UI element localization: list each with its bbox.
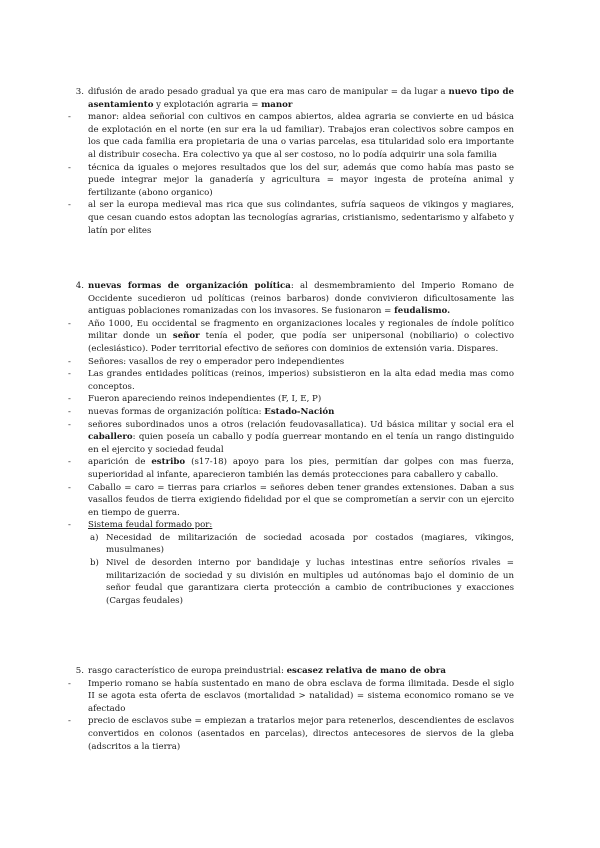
section-intro — [75, 280, 514, 318]
bullet-item — [68, 356, 514, 369]
text-run: y explotación agraria = — [153, 99, 262, 110]
text-run: Señores: vasallos de rey o emperador pero independientes — [88, 356, 345, 367]
bullet-marker: - — [68, 716, 71, 727]
bullet-item — [68, 199, 514, 237]
bullet-marker: - — [68, 318, 71, 329]
section-intro — [75, 665, 514, 678]
bold-text: Estado-Nación — [264, 406, 335, 417]
sub-item-label: b) — [90, 558, 99, 569]
text-run: nuevas formas de organización política: — [88, 406, 265, 417]
bullet-text — [88, 394, 321, 404]
bullet-item — [68, 406, 514, 419]
intro-text — [88, 281, 514, 316]
bullet-marker: - — [68, 520, 71, 531]
section-3 — [68, 86, 515, 237]
bold-text: nuevo tipo de asentamiento — [88, 87, 515, 110]
text-run: técnica da iguales o mejores resultados que los del sur, además que como había mas pasto se puede integrar mejor la ganadería y agricultura = mayor ingesta de proteína animal y fertilizante (abono organico) — [88, 162, 514, 198]
bold-text: manor — [261, 99, 293, 110]
bullet-item — [68, 318, 514, 356]
section-intro — [75, 86, 515, 111]
bullet-text — [88, 483, 514, 518]
bullet-text — [88, 357, 344, 367]
text-run: rasgo característico de europa preindustrial: — [88, 666, 287, 676]
bold-text: escasez relativa de mano de obra — [286, 666, 446, 676]
text-run: señores subordinados unos a otros (relación feudovasallatica). Ud básica militar y social era el — [88, 419, 514, 430]
bullet-item — [68, 482, 514, 520]
bullet-text — [88, 520, 212, 530]
text-run: Las grandes entidades políticas (reinos, imperios) subsistieron en la alta edad media mas como conceptos. — [88, 369, 514, 392]
bullet-marker: - — [68, 482, 71, 493]
bullet-text — [88, 457, 514, 480]
bullet-text — [88, 112, 514, 160]
section-4 — [68, 280, 514, 607]
sub-item-label: a) — [90, 532, 99, 543]
bullet-marker: - — [68, 369, 71, 380]
bullet-item — [68, 715, 514, 753]
bold-text: caballero — [88, 432, 133, 443]
bold-text: señor — [172, 331, 200, 342]
bullet-text — [88, 679, 514, 714]
bullet-item — [68, 111, 514, 161]
text-run: Caballo = caro = tierras para criarlos = señores deben tener grandes extensiones. Daban a sus vasallos feudos de tierra exigiendo fidelidad por el que se comprometían a servir con un ejercito en tiempo de guerra. — [88, 482, 514, 518]
bullet-text — [88, 163, 514, 198]
text-run: Año 1000, Eu occidental se fragmento en organizaciones locales y regionales de índole político militar donde un — [88, 318, 514, 342]
bullet-item — [68, 419, 514, 457]
text-run: (s17-18) apoyo para los pies, permitían dar golpes con mas fuerza, superioridad al infante, aparecieron también las demás protecciones para caballero y caballo. — [88, 457, 514, 480]
bullet-text — [88, 716, 514, 751]
section-number: 4. — [75, 281, 84, 291]
bullet-list — [68, 111, 514, 237]
text-run: al ser la europa medieval mas rica que sus colindantes, sufría saqueos de vikingos y magiares, que cesan cuando estos adoptan las tecnologías agrarias, cristianismo, sedentarismo y alfabeto y latín por elites — [88, 200, 514, 236]
bullet-marker: - — [68, 394, 71, 405]
bold-text: feudalismo. — [394, 306, 451, 317]
underlined-text: Sistema feudal formado por: — [88, 520, 213, 531]
bullet-text — [88, 420, 514, 455]
text-run: Imperio romano se había sustentado en mano de obra esclava de forma ilimitada. Desde el siglo II se agota esta oferta de esclavos (mortalidad > natalidad) = sistema economico romano se ve afectado — [88, 678, 514, 714]
text-run: manor: aldea señorial con cultivos en campos abiertos, aldea agraria se convierte en ud básica de explotación en el norte (en sur era la ud familiar). Trabajos eran colectivos sobre campos en los que cada familia era propietaria de una o varias parcelas, esa titularidad solo era importante al distribuir cosecha. Era colectivo ya que al ser costoso, no lo podía adquirir una sola familia — [88, 112, 514, 160]
bullet-item — [68, 456, 514, 481]
bullet-text — [88, 407, 334, 417]
intro-text — [88, 666, 446, 676]
bullet-text — [88, 319, 514, 354]
bold-text: nuevas formas de organización política — [88, 281, 291, 291]
text-run: precio de esclavos sube = empiezan a tratarlos mejor para retenerlos, descendientes de esclavos convertidos en colonos (asentados en parcelas), directos antecesores de siervos de la gleba (adscritos a la tierra) — [88, 716, 514, 752]
section-number: 3. — [75, 87, 84, 97]
bullet-item — [68, 678, 514, 716]
text-run: tenía el poder, que podía ser unipersonal (nobiliario) o colectivo (eclesiástico). Poder territorial efectivo de señores con dominios de extensión varia. Dispares. — [88, 331, 514, 354]
bullet-marker: - — [68, 162, 71, 173]
bullet-list — [68, 318, 514, 532]
bullet-item — [68, 393, 514, 406]
sub-list — [88, 532, 514, 608]
bullet-list — [68, 678, 514, 754]
text-run: difusión de arado pesado gradual ya que era mas caro de manipular = da lugar a — [88, 87, 449, 97]
section-number: 5. — [75, 666, 84, 676]
sub-item — [88, 532, 514, 557]
sub-item-text: Nivel de desorden interno por bandidaje y luchas intestinas entre señoríos rivales = militarización de sociedad y su división en multiples ud autónomas bajo el dominio de un señor feudal que garantizara cierta protección a cambio de contribuciones y exacciones (Cargas feudales) — [106, 558, 514, 606]
intro-text — [88, 87, 514, 110]
text-run: aparición de — [88, 457, 152, 468]
bold-text: estribo — [151, 457, 186, 468]
sub-item-text: Necesidad de militarización de sociedad acosada por costados (magiares, vikingos, musulmanes) — [106, 532, 514, 556]
bullet-item — [68, 162, 514, 200]
bullet-marker: - — [68, 356, 71, 367]
bullet-text — [88, 200, 514, 235]
bullet-marker: - — [68, 406, 71, 417]
bullet-marker: - — [68, 457, 71, 468]
bullet-marker: - — [68, 200, 71, 211]
bullet-marker: - — [68, 112, 71, 123]
bullet-text — [88, 369, 514, 392]
text-run: : quien poseía un caballo y podía guerrear montando en el tenía un rango distinguido en el ejercito y sociedad feudal — [88, 432, 514, 455]
bullet-item — [68, 519, 514, 532]
bullet-item — [68, 368, 514, 393]
text-run: : al desmembramiento del Imperio Romano de Occidente sucedieron ud políticas (reinos barbaros) donde convivieron dificultosamente las antiguas poblaciones romanizadas con los invasores. Se fusionaron = — [88, 281, 514, 317]
text-run: Fueron apareciendo reinos independientes (F, I, E, P) — [88, 394, 322, 405]
sub-item — [88, 557, 514, 607]
section-5 — [68, 665, 514, 753]
bullet-marker: - — [68, 419, 71, 430]
bullet-marker: - — [68, 678, 71, 689]
